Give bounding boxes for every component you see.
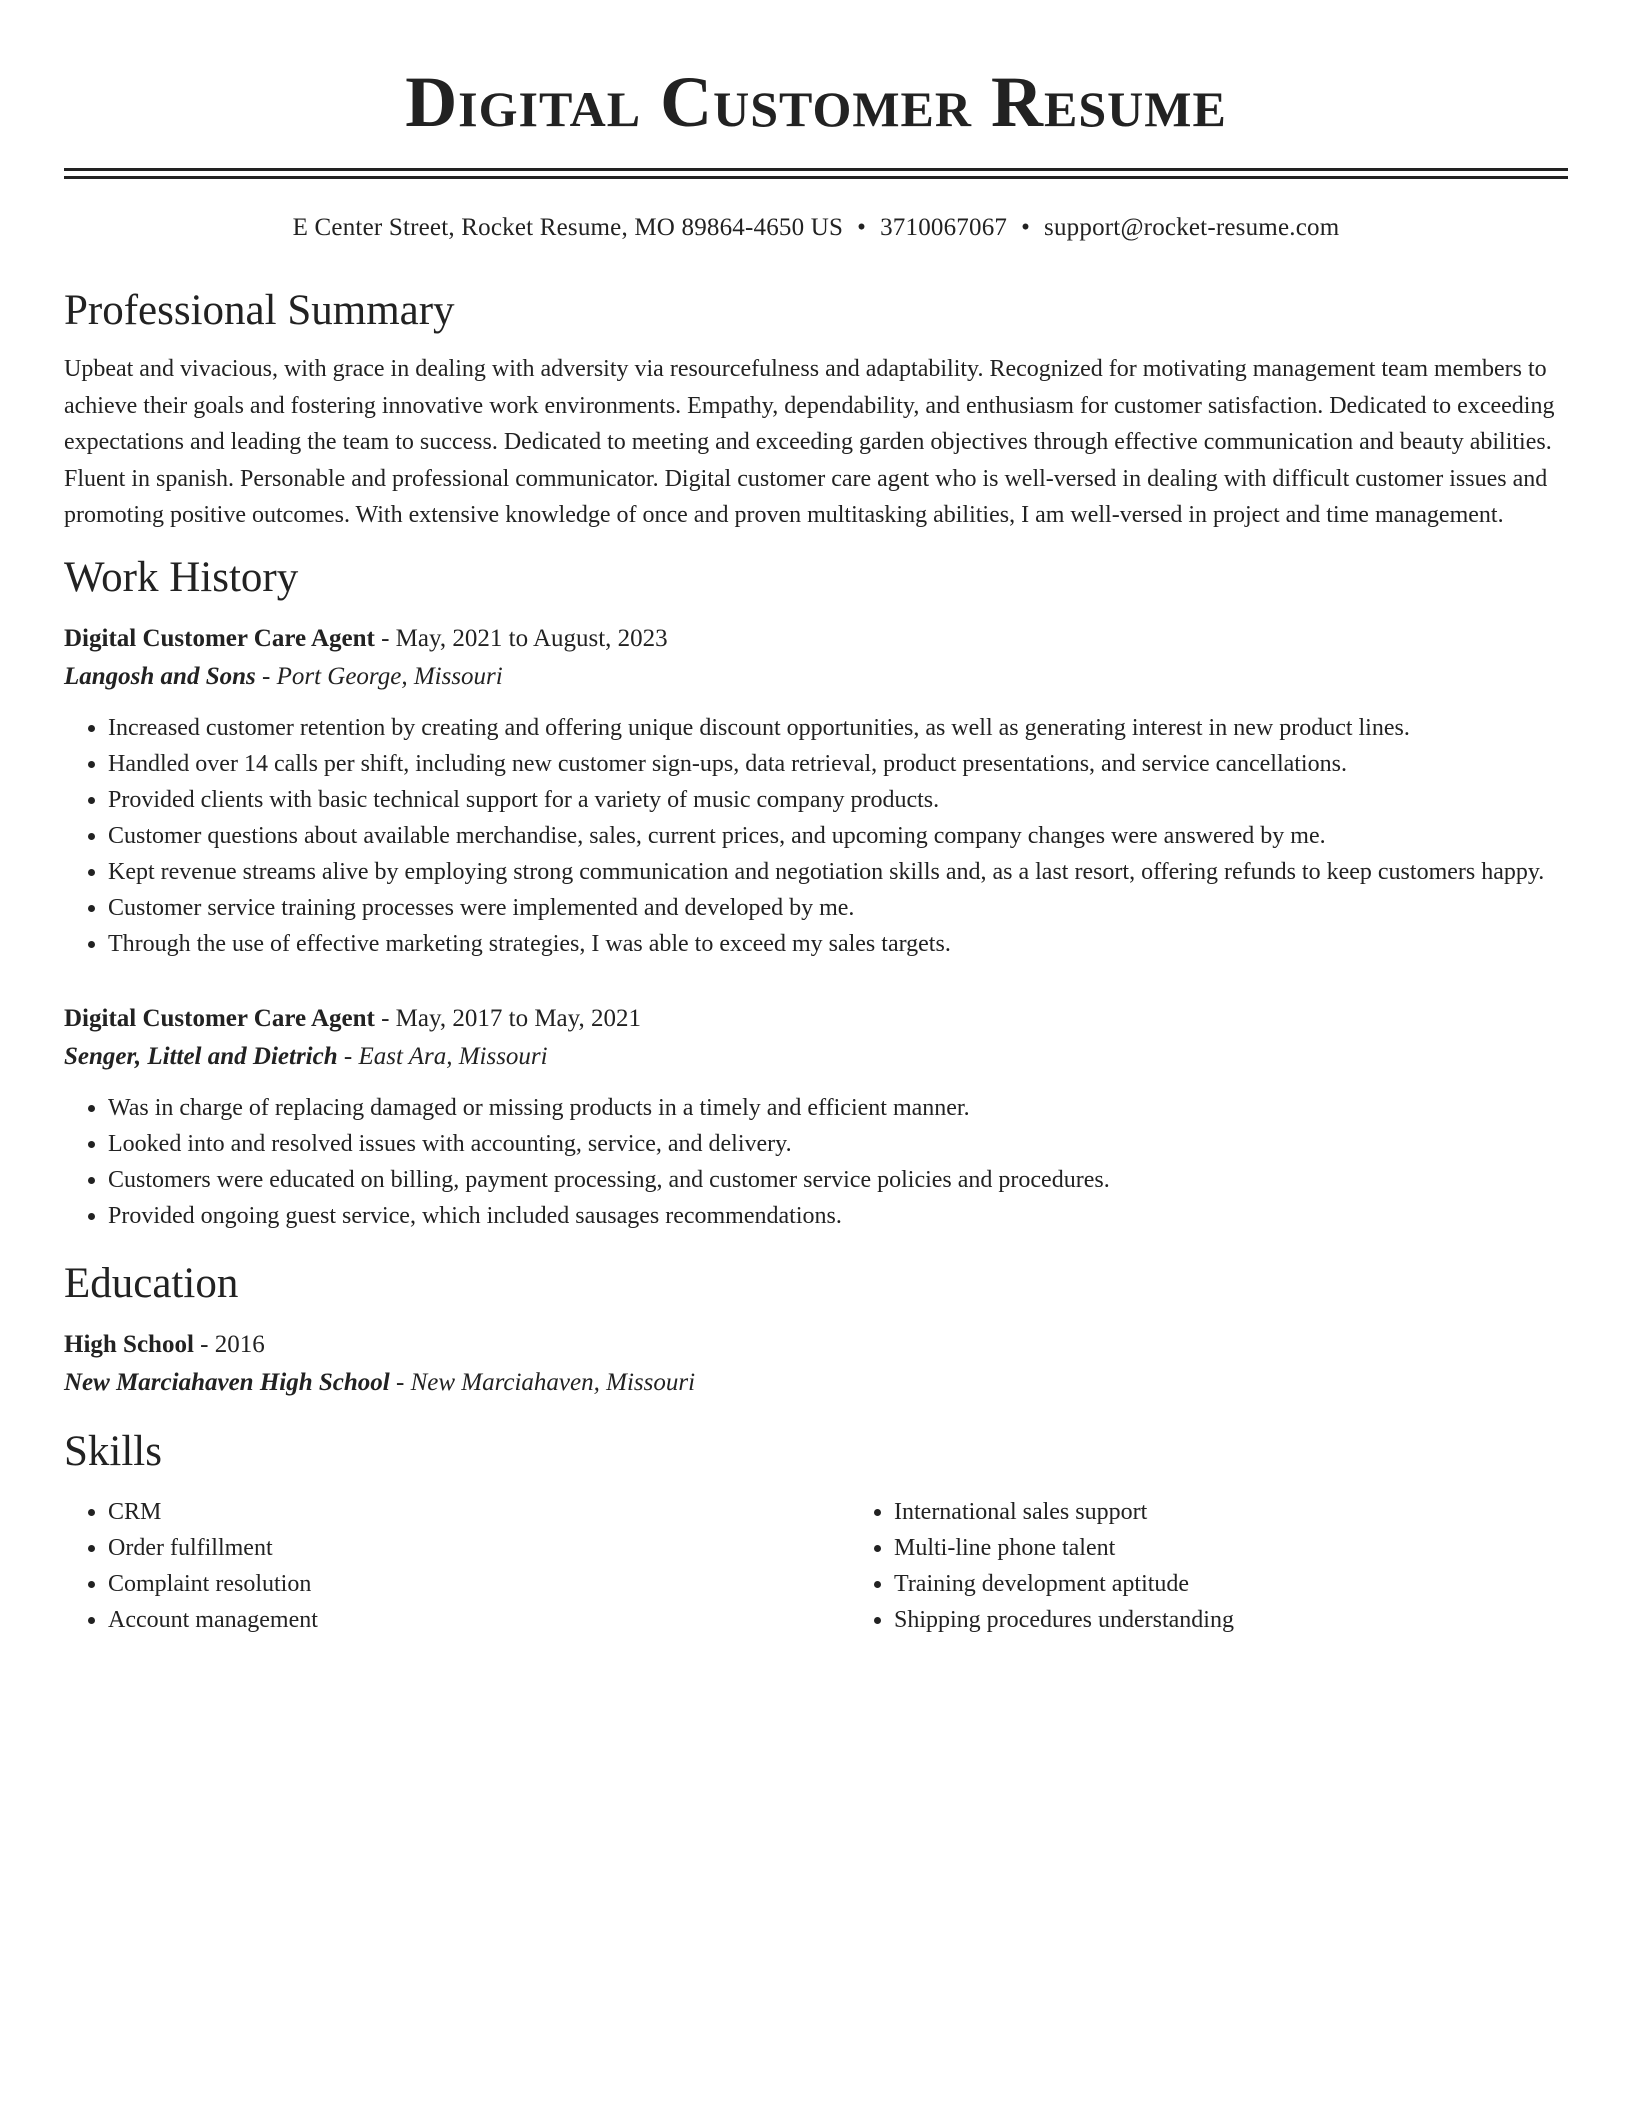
company-location: East Ara, Missouri (358, 1042, 548, 1070)
skill-item: • CRM (108, 1494, 850, 1530)
job-entry (64, 620, 1568, 962)
dash: - (374, 1004, 396, 1032)
job-responsibilities (64, 710, 1568, 962)
job-responsibilities (64, 1090, 1568, 1234)
resume-title: Digital Customer Resume (405, 62, 1227, 142)
section-heading-summary: Professional Summary (64, 287, 455, 334)
skill-item: • International sales support (894, 1494, 1234, 1530)
contact-separator: • (857, 214, 867, 241)
school-name: New Marciahaven High School (64, 1368, 390, 1396)
job-title-line (64, 1000, 1568, 1038)
contact-separator: • (1021, 214, 1031, 241)
skill-item: • Training development aptitude (894, 1566, 1234, 1602)
section-heading-skills: Skills (64, 1427, 162, 1475)
contact-address: E Center Street, Rocket Resume, MO 89864-4650 US (292, 214, 844, 241)
list-item: • Looked into and resolved issues with accounting, service, and delivery. (108, 1126, 1568, 1162)
school-line (64, 1364, 1568, 1402)
dash: - (193, 1330, 215, 1358)
dash: - (255, 662, 277, 690)
skills-column-right (850, 1494, 1234, 1638)
skill-item: • Multi-line phone talent (894, 1530, 1234, 1566)
company-line (64, 658, 1568, 696)
dash: - (337, 1042, 359, 1070)
skills-column-left (64, 1494, 850, 1638)
degree-line (64, 1326, 1568, 1364)
job-dates: May, 2021 to August, 2023 (395, 624, 668, 652)
company-line (64, 1038, 1568, 1076)
skill-item: • Order fulfillment (108, 1530, 850, 1566)
title-divider-bottom (64, 176, 1568, 179)
list-item: • Through the use of effective marketing strategies, I was able to exceed my sales targets. (108, 926, 1568, 962)
skill-item: • Complaint resolution (108, 1566, 850, 1602)
list-item: • Customers were educated on billing, payment processing, and customer service policies and procedures. (108, 1162, 1568, 1198)
job-entry (64, 1000, 1568, 1234)
company-name: Senger, Littel and Dietrich (64, 1042, 338, 1070)
company-name: Langosh and Sons (64, 662, 256, 690)
section-heading-work-history: Work History (64, 553, 299, 601)
list-item: • Increased customer retention by creating and offering unique discount opportunities, as well as generating interest in new product lines. (108, 710, 1568, 746)
job-title: Digital Customer Care Agent (64, 1004, 375, 1032)
graduation-year: 2016 (214, 1330, 265, 1358)
job-title-line (64, 620, 1568, 658)
job-dates: May, 2017 to May, 2021 (395, 1004, 642, 1032)
summary-text: Upbeat and vivacious, with grace in dealing with adversity via resourcefulness and adaptability. Recognized for motivating management team members to achieve their goals and fostering innovative work environments. Empathy, dependability, and enthusiasm for customer satisfaction. Dedicated to exceeding expectations and leading the team to success. Dedicated to meeting and exceeding garden objectives through effective communication and beauty abilities. Fluent in spanish. Personable and professional communicator. Digital customer care agent who is well-versed in dealing with difficult customer issues and promoting positive outcomes. With extensive knowledge of once and proven multitasking abilities, I am well-versed in project and time management. (64, 356, 1555, 528)
dash: - (389, 1368, 411, 1396)
list-item: • Provided clients with basic technical support for a variety of music company products. (108, 782, 1568, 818)
list-item: • Kept revenue streams alive by employing strong communication and negotiation skills and, as a last resort, offering refunds to keep customers happy. (108, 854, 1568, 890)
contact-email: support@rocket-resume.com (1044, 214, 1340, 241)
company-location: Port George, Missouri (276, 662, 503, 690)
skill-item: • Shipping procedures understanding (894, 1602, 1234, 1638)
job-title: Digital Customer Care Agent (64, 624, 375, 652)
contact-line (64, 213, 1568, 243)
list-item: • Was in charge of replacing damaged or missing products in a timely and efficient manner. (108, 1090, 1568, 1126)
dash: - (374, 624, 396, 652)
school-location: New Marciahaven, Missouri (410, 1368, 696, 1396)
list-item: • Provided ongoing guest service, which included sausages recommendations. (108, 1198, 1568, 1234)
list-item: • Customer questions about available merchandise, sales, current prices, and upcoming company changes were answered by me. (108, 818, 1568, 854)
section-heading-education: Education (64, 1259, 239, 1307)
list-item: • Customer service training processes were implemented and developed by me. (108, 890, 1568, 926)
contact-phone: 3710067067 (880, 214, 1008, 241)
degree: High School (64, 1330, 194, 1358)
skills-list (64, 1494, 1568, 1638)
education-entry (64, 1326, 1568, 1402)
list-item: • Handled over 14 calls per shift, including new customer sign-ups, data retrieval, product presentations, and service cancellations. (108, 746, 1568, 782)
skill-item: • Account management (108, 1602, 850, 1638)
